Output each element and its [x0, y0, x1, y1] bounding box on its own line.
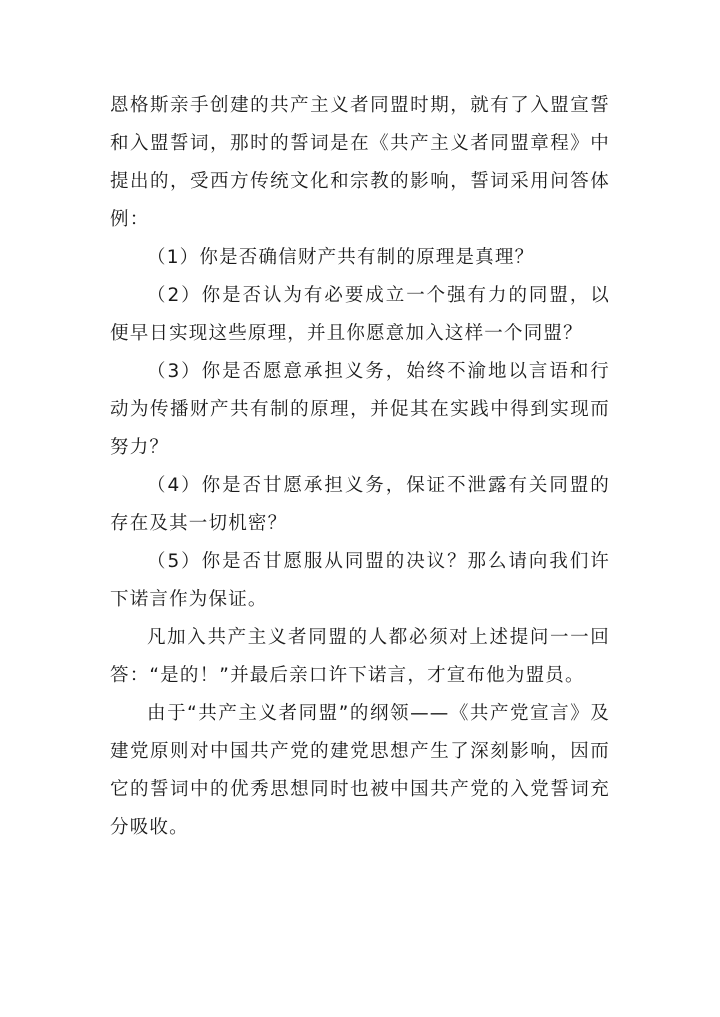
paragraph-question-4: （4）你是否甘愿承担义务，保证不泄露有关同盟的存在及其一切机密？ [110, 475, 610, 534]
paragraph-answer: 凡加入共产主义者同盟的人都必须对上述提问一一回答：“是的！”并最后亲口许下诺言，才宣布他为盟员。 [110, 627, 610, 686]
document-body [110, 87, 610, 847]
paragraph-question-3: （3）你是否愿意承担义务，始终不渝地以言语和行动为传播财产共有制的原理，并促其在实践中得到实现而努力？ [110, 361, 610, 458]
paragraph-question-1: （1）你是否确信财产共有制的原理是真理？ [147, 247, 535, 268]
paragraph-intro: 恩格斯亲手创建的共产主义者同盟时期，就有了入盟宣誓和入盟誓词，那时的誓词是在《共产主义者同盟章程》中提出的，受西方传统文化和宗教的影响，誓词采用问答体例： [110, 95, 610, 230]
paragraph-question-5: （5）你是否甘愿服从同盟的决议？那么请向我们许下诺言作为保证。 [110, 551, 610, 610]
paragraph-conclusion: 由于“共产主义者同盟”的纲领——《共产党宣言》及建党原则对中国共产党的建党思想产生了深刻影响，因而它的誓词中的优秀思想同时也被中国共产党的入党誓词充分吸收。 [110, 703, 610, 838]
paragraph-question-2: （2）你是否认为有必要成立一个强有力的同盟，以便早日实现这些原理，并且你愿意加入这样一个同盟？ [110, 285, 610, 344]
